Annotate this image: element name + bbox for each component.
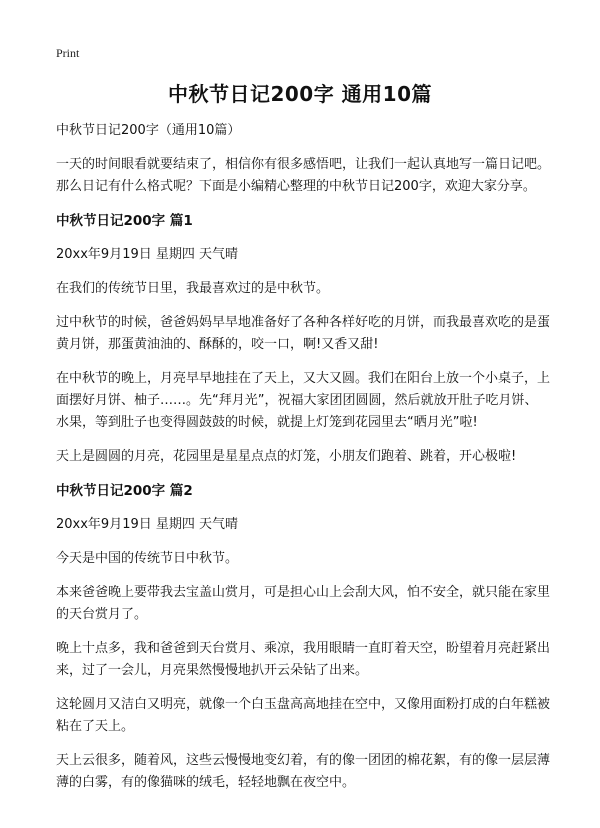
- paragraph: 这轮圆月又洁白又明亮，就像一个白玉盘高高地挂在空中，又像用面粉打成的白年糕被粘在了天上。: [56, 697, 551, 734]
- print-label[interactable]: Print: [56, 46, 80, 60]
- date-line: 20xx年9月19日 星期四 天气晴: [56, 247, 239, 262]
- document-body: [56, 120, 550, 806]
- paragraph: 天上是圆圆的月亮，花园里是星星点点的灯笼，小朋友们跑着、跳着，开心极啦!: [56, 449, 517, 464]
- paragraph: 过中秋节的时候，爸爸妈妈早早地准备好了各种各样好吃的月饼，而我最喜欢吃的是蛋黄月饼，那蛋黄油油的、酥酥的，咬一口，啊!又香又甜!: [56, 315, 551, 352]
- paragraph: 天上云很多，随着风，这些云慢慢地变幻着，有的像一团团的棉花絮，有的像一层层薄薄的白雾，有的像猫咪的绒毛，轻轻地飘在夜空中。: [56, 753, 551, 790]
- date-line: 20xx年9月19日 星期四 天气晴: [56, 517, 239, 532]
- section-heading: 中秋节日记200字 篇2: [56, 483, 193, 499]
- intro-paragraph: 一天的时间眼看就要结束了，相信你有很多感悟吧，让我们一起认真地写一篇日记吧。那么日记有什么格式呢？下面是小编精心整理的中秋节日记200字，欢迎大家分享。: [56, 157, 551, 194]
- page-title: 中秋节日记200字 通用10篇: [167, 82, 433, 106]
- paragraph: 今天是中国的传统节日中秋节。: [56, 551, 239, 566]
- section-heading: 中秋节日记200字 篇1: [56, 213, 193, 229]
- paragraph: 晚上十点多，我和爸爸到天台赏月、乘凉，我用眼睛一直盯着天空，盼望着月亮赶紧出来，过了一会儿，月亮果然慢慢地扒开云朵钻了出来。: [56, 641, 551, 678]
- document-subtitle: 中秋节日记200字（通用10篇）: [56, 123, 241, 138]
- paragraph: 在我们的传统节日里，我最喜欢过的是中秋节。: [56, 281, 330, 296]
- section-1: [56, 210, 550, 468]
- section-2: [56, 480, 550, 794]
- paragraph: 本来爸爸晚上要带我去宝盖山赏月，可是担心山上会刮大风，怕不安全，就只能在家里的天台赏月了。: [56, 585, 551, 622]
- paragraph: 在中秋节的晚上，月亮早早地挂在了天上，又大又圆。我们在阳台上放一个小桌子，上面摆好月饼、柚子……。先“拜月光”，祝福大家团团圆圆，然后就放开肚子吃月饼、水果，等到肚子也变得圆鼓鼓的时候，就提上灯笼到花园里去“晒月光”啦!: [56, 371, 551, 430]
